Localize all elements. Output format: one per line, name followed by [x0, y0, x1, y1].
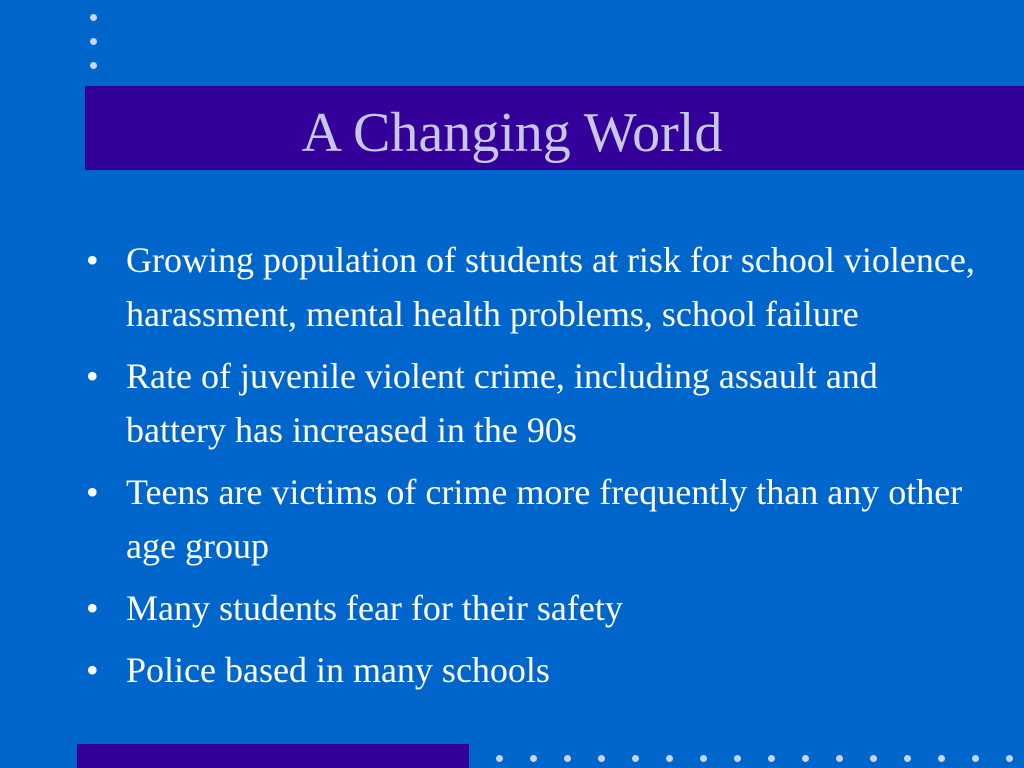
decorative-dot: [802, 755, 809, 762]
decorative-dot: [90, 38, 97, 45]
bullet-text: Police based in many schools: [126, 650, 550, 690]
decorative-dot: [768, 755, 775, 762]
decorative-dot: [90, 62, 97, 69]
decorative-dots-horizontal: [480, 755, 1024, 765]
bullet-marker: •: [86, 356, 99, 396]
decorative-dot: [564, 755, 571, 762]
decorative-dot: [1006, 755, 1013, 762]
bullet-list: [86, 233, 986, 705]
decorative-dot: [734, 755, 741, 762]
decorative-dot: [496, 755, 503, 762]
bullet-marker: •: [86, 588, 99, 628]
bullet-marker: •: [86, 650, 99, 690]
decorative-dot: [972, 755, 979, 762]
bullet-item: [86, 643, 986, 697]
bullet-item: [86, 581, 986, 635]
bottom-accent-band: [77, 744, 469, 768]
decorative-dot: [700, 755, 707, 762]
slide-title: A Changing World: [301, 102, 723, 164]
bullet-item: [86, 465, 986, 573]
decorative-dot: [870, 755, 877, 762]
decorative-dot: [666, 755, 673, 762]
bullet-text: Teens are victims of crime more frequently than any other age group: [126, 472, 963, 566]
bullet-marker: •: [86, 240, 99, 280]
title-band: [85, 86, 1024, 170]
decorative-dot: [90, 14, 97, 21]
bullet-text: Rate of juvenile violent crime, including assault and battery has increased in the 90s: [126, 356, 878, 450]
decorative-dot: [530, 755, 537, 762]
bullet-item: [86, 233, 986, 341]
decorative-dot: [598, 755, 605, 762]
bullet-text: Many students fear for their safety: [126, 588, 623, 628]
decorative-dot: [632, 755, 639, 762]
bullet-item: [86, 349, 986, 457]
decorative-dot: [938, 755, 945, 762]
bullet-marker: •: [86, 472, 99, 512]
bullet-text: Growing population of students at risk for school violence, harassment, mental health problems, school failure: [126, 240, 975, 334]
decorative-dot: [836, 755, 843, 762]
decorative-dot: [904, 755, 911, 762]
